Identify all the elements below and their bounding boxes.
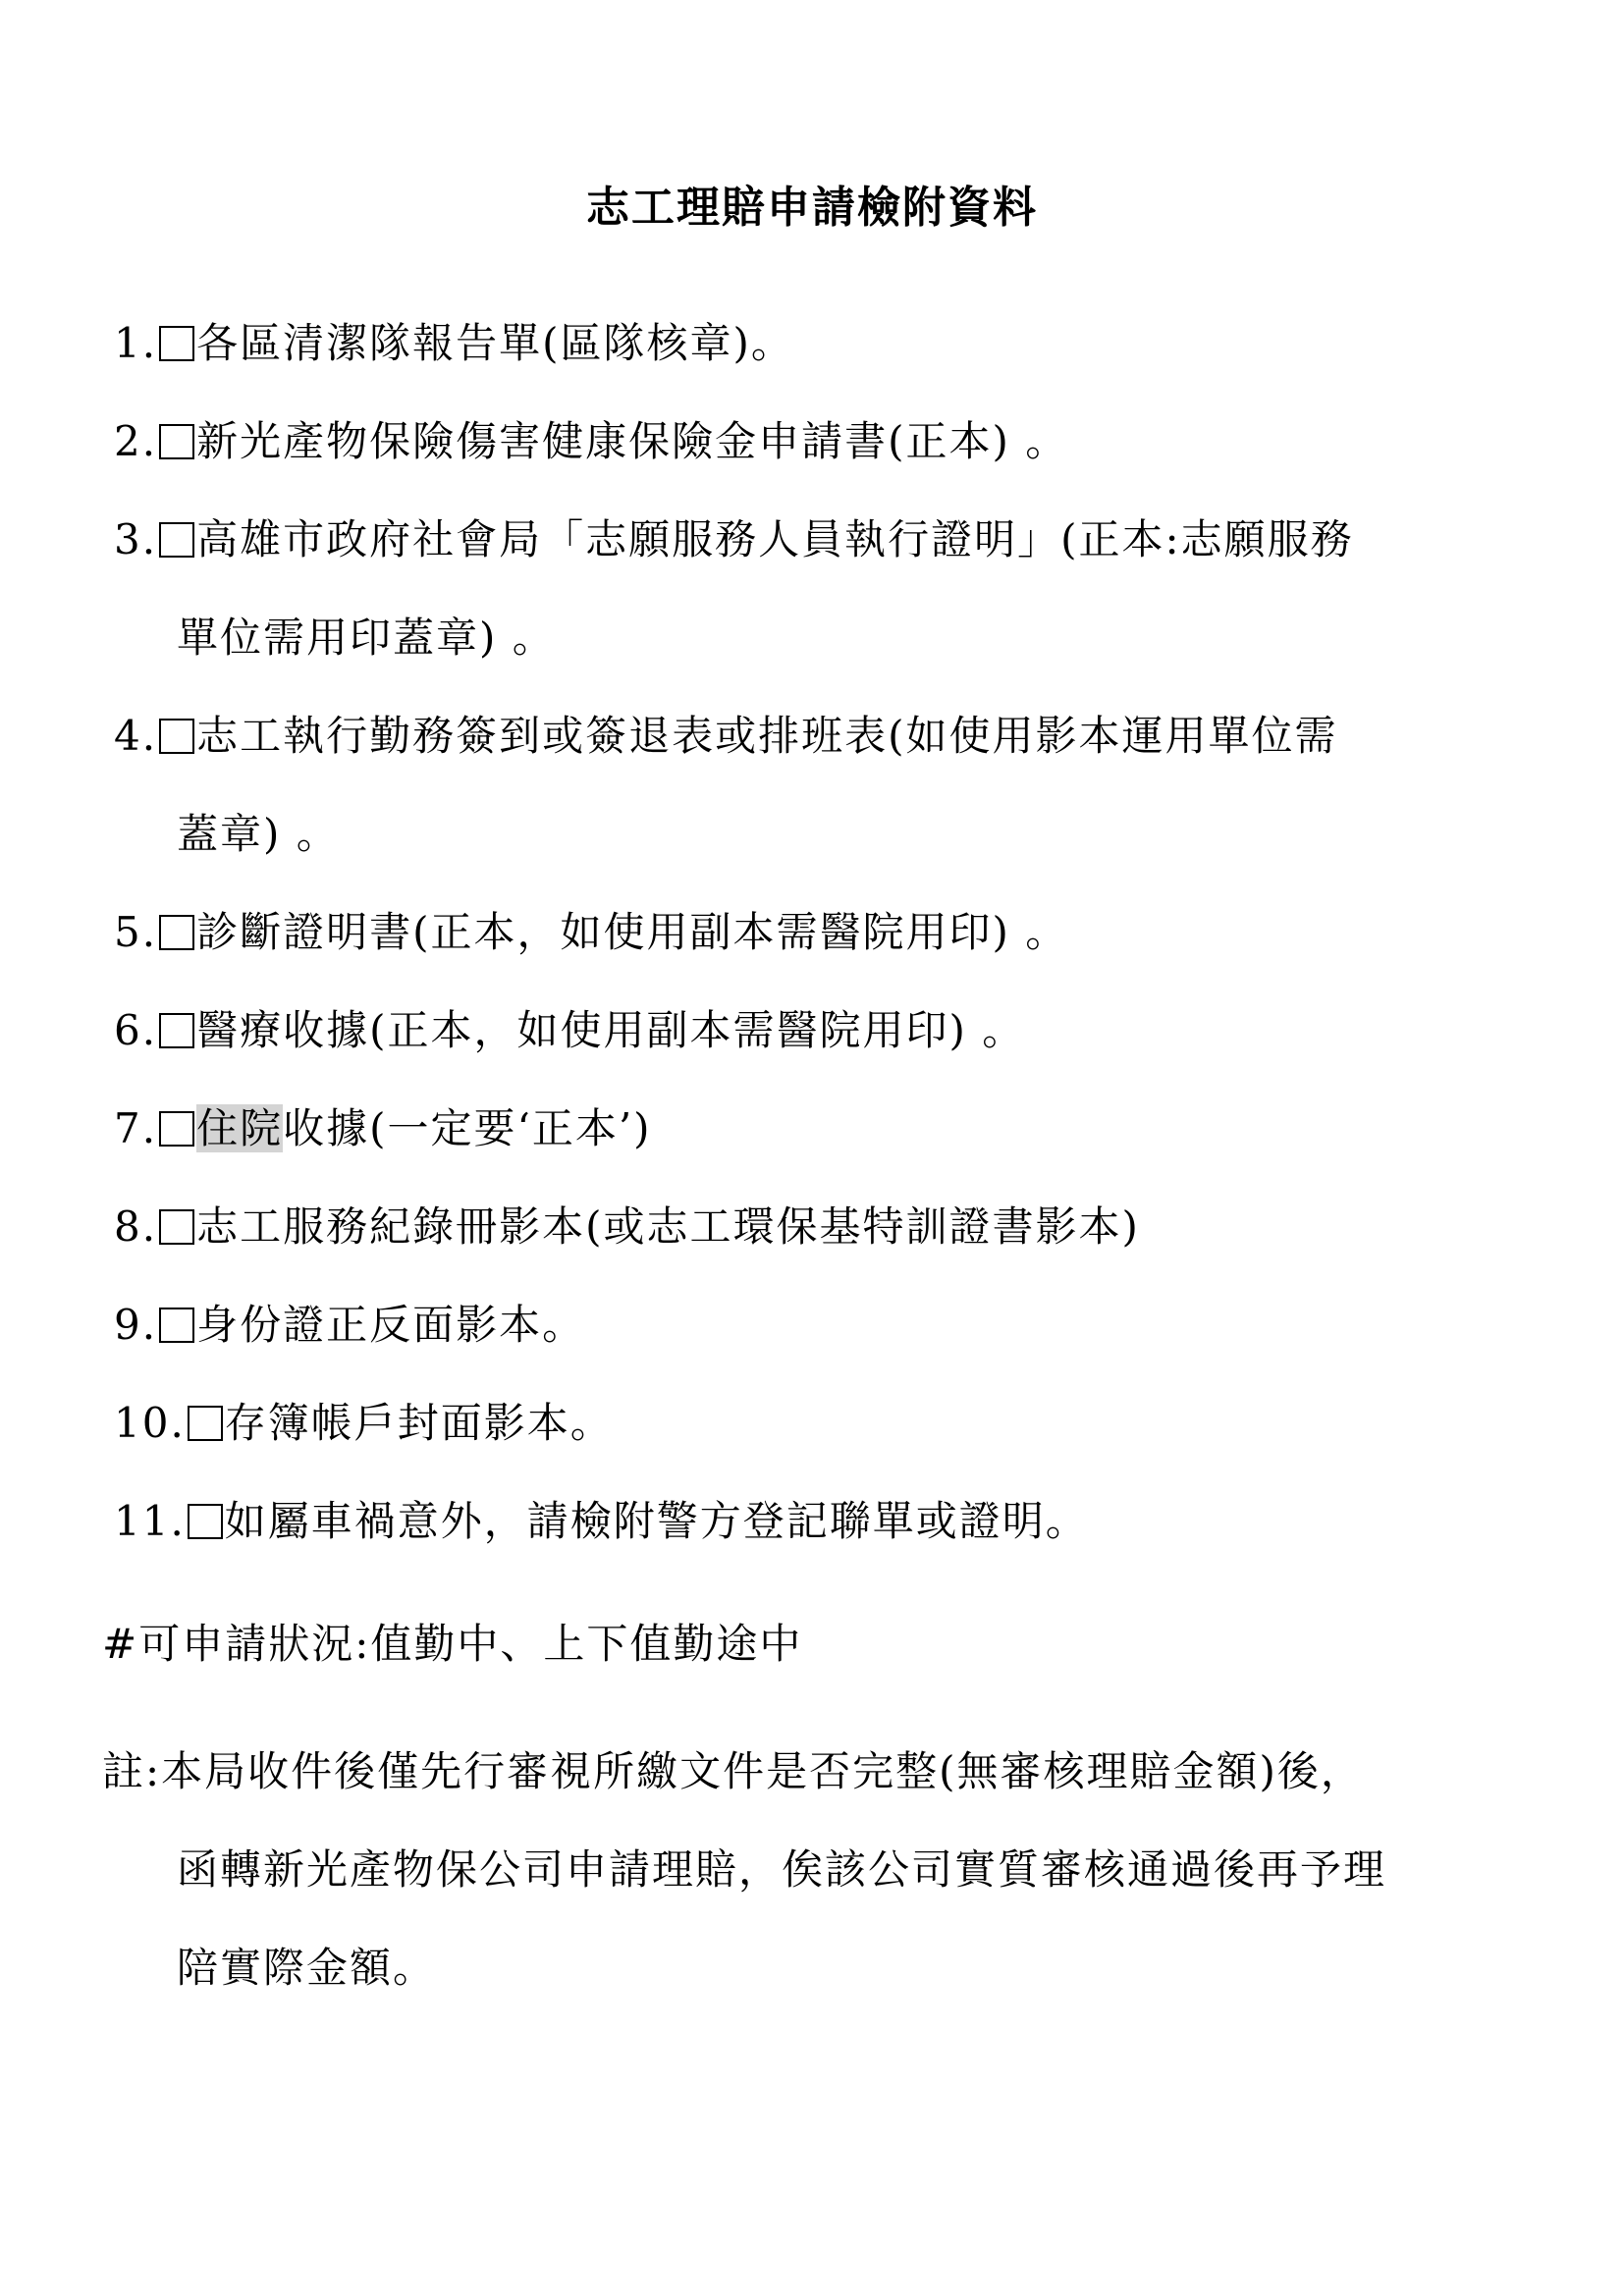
item-text: 如屬車禍意外，請檢附警方登記聯單或證明。 (224, 1497, 1089, 1545)
item-text: 收據(一定要‘正本’) (283, 1104, 652, 1152)
checkbox[interactable] (159, 522, 194, 558)
item-number: 2. (114, 417, 158, 465)
item-text: 各區清潔隊報告單(區隊核章)。 (196, 319, 794, 367)
checkbox[interactable] (188, 1406, 223, 1441)
checklist-item-8 (114, 1178, 1567, 1276)
eligible-situations-note: #可申請狀況:值勤中、上下值勤途中 (102, 1620, 803, 1668)
checklist-item-3 (114, 491, 1567, 687)
checklist-item-4 (114, 687, 1567, 883)
highlighted-text: 住院 (196, 1104, 284, 1152)
item-number: 10. (114, 1399, 186, 1447)
item-text: 存簿帳戶封面影本。 (224, 1399, 614, 1447)
checklist-item-5 (114, 883, 1567, 982)
item-text-continued: 單位需用印蓋章) 。 (177, 614, 556, 662)
checkbox[interactable] (159, 915, 194, 950)
item-number: 5. (114, 908, 158, 956)
remark-label: 註: (102, 1747, 162, 1795)
checkbox[interactable] (159, 326, 194, 361)
item-number: 11. (114, 1497, 186, 1545)
checkbox[interactable] (188, 1504, 223, 1539)
item-text: 新光產物保險傷害健康保險金申請書(正本) 。 (196, 417, 1069, 465)
item-text-continued: 蓋章) 。 (177, 810, 340, 858)
item-text: 診斷證明書(正本，如使用副本需醫院用印) 。 (196, 908, 1069, 956)
item-number: 7. (114, 1104, 158, 1152)
checklist (114, 294, 1567, 1571)
checkbox[interactable] (159, 719, 194, 754)
item-text: 志工服務紀錄冊影本(或志工環保基特訓證書影本) (196, 1202, 1140, 1251)
item-number: 3. (114, 515, 158, 563)
checklist-item-9 (114, 1276, 1567, 1374)
remark (102, 1723, 1575, 2017)
checklist-item-10 (114, 1374, 1567, 1472)
item-number: 1. (114, 319, 158, 367)
item-number: 9. (114, 1301, 158, 1349)
checklist-item-7 (114, 1080, 1567, 1178)
item-number: 8. (114, 1202, 158, 1251)
item-number: 4. (114, 712, 158, 760)
checkbox[interactable] (159, 1111, 194, 1147)
checklist-item-1 (114, 294, 1567, 393)
item-text: 身份證正反面影本。 (196, 1301, 586, 1349)
checkbox[interactable] (159, 424, 194, 459)
document-title: 志工理賠申請檢附資料 (586, 183, 1038, 233)
remark-line-2: 函轉新光產物保公司申請理賠，俟該公司實質審核通過後再予理 (177, 1845, 1387, 1894)
item-text: 高雄市政府社會局「志願服務人員執行證明」(正本:志願服務 (196, 515, 1354, 563)
checklist-item-2 (114, 393, 1567, 491)
item-text: 醫療收據(正本，如使用副本需醫院用印) 。 (196, 1006, 1026, 1054)
checkbox[interactable] (159, 1308, 194, 1343)
item-number: 6. (114, 1006, 158, 1054)
remark-line-3: 陪實際金額。 (177, 1944, 437, 1992)
checklist-item-11 (114, 1472, 1567, 1571)
item-text: 志工執行勤務簽到或簽退表或排班表(如使用影本運用單位需 (196, 712, 1338, 760)
checklist-item-6 (114, 982, 1567, 1080)
checkbox[interactable] (159, 1209, 194, 1245)
checkbox[interactable] (159, 1013, 194, 1048)
remark-line-1: 本局收件後僅先行審視所繳文件是否完整(無審核理賠金額)後， (161, 1747, 1364, 1795)
